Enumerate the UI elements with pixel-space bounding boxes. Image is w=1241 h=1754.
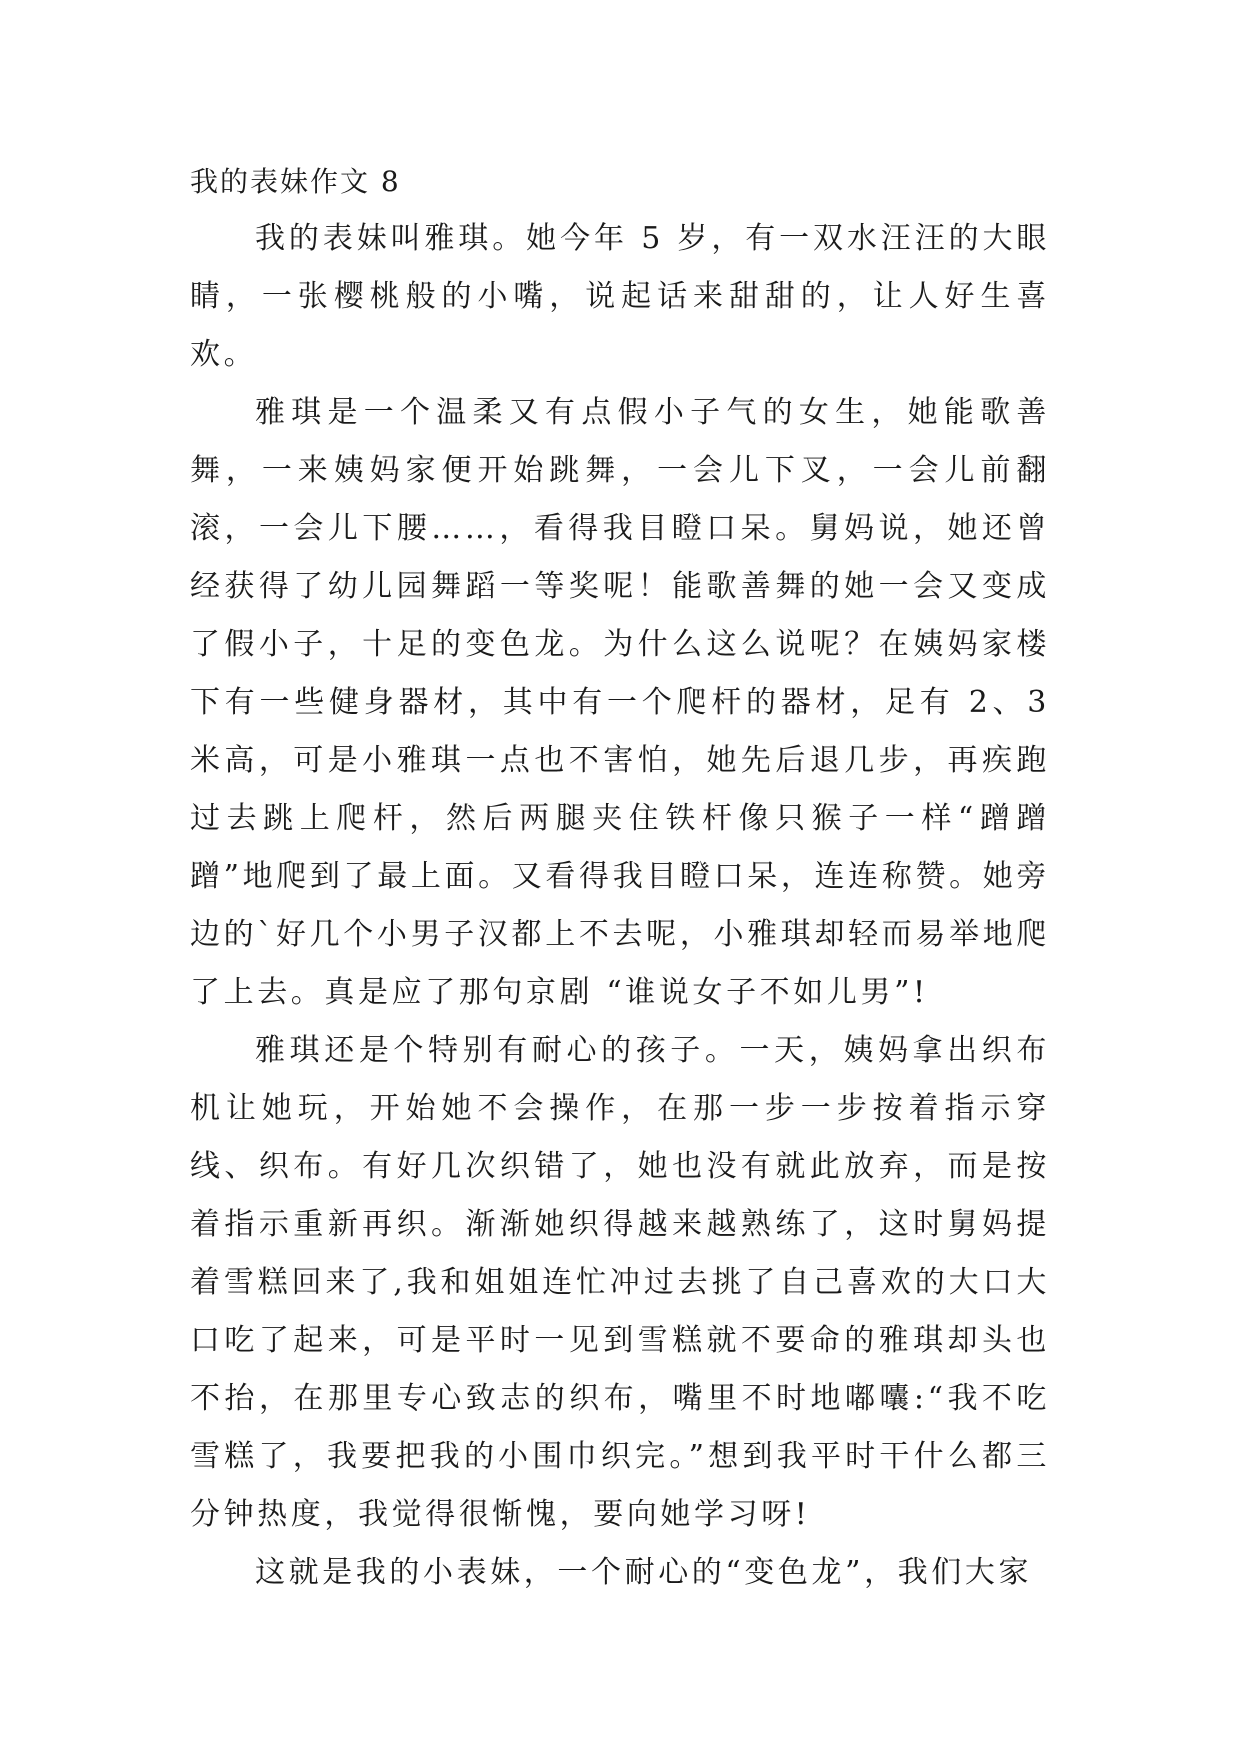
- document-title: 我的表妹作文 8: [190, 165, 401, 198]
- paragraph-intro: 我的表妹叫雅琪。她今年 5 岁，有一双水汪汪的大眼睛，一张樱桃般的小嘴，说起话来甜甜的，让人好生喜欢。: [190, 221, 1050, 372]
- document-body: [190, 210, 1050, 1602]
- paragraph-dance-climb: 雅琪是一个温柔又有点假小子气的女生，她能歌善舞，一来姨妈家便开始跳舞，一会儿下叉，一会儿前翻滚，一会儿下腰……，看得我目瞪口呆。舅妈说，她还曾经获得了幼儿园舞蹈一等奖呢！能歌善舞的她一会又变成了假小子，十足的变色龙。为什么这么说呢？在姨妈家楼下有一些健身器材，其中有一个爬杆的器材，足有 2、3 米高，可是小雅琪一点也不害怕，她先后退几步，再疾跑过去跳上爬杆，然后两腿夹住铁杆像只猴子一样“蹭蹭蹭”地爬到了最上面。又看得我目瞪口呆，连连称赞。她旁边的`好几个小男子汉都上不去呢，小雅琪却轻而易举地爬了上去。真是应了那句京剧 “谁说女子不如儿男”!: [190, 395, 1050, 1010]
- paragraph-conclusion: 这就是我的小表妹，一个耐心的“变色龙”，我们大家: [255, 1555, 1033, 1590]
- paragraph-patience: 雅琪还是个特别有耐心的孩子。一天，姨妈拿出织布机让她玩，开始她不会操作，在那一步一步按着指示穿线、织布。有好几次织错了，她也没有就此放弃，而是按着指示重新再织。渐渐她织得越来越熟练了，这时舅妈提着雪糕回来了,我和姐姐连忙冲过去挑了自己喜欢的大口大口吃了起来，可是平时一见到雪糕就不要命的雅琪却头也不抬，在那里专心致志的织布，嘴里不时地嘟囔:“我不吃雪糕了，我要把我的小围巾织完。”想到我平时干什么都三分钟热度，我觉得很惭愧，要向她学习呀!: [190, 1033, 1050, 1532]
